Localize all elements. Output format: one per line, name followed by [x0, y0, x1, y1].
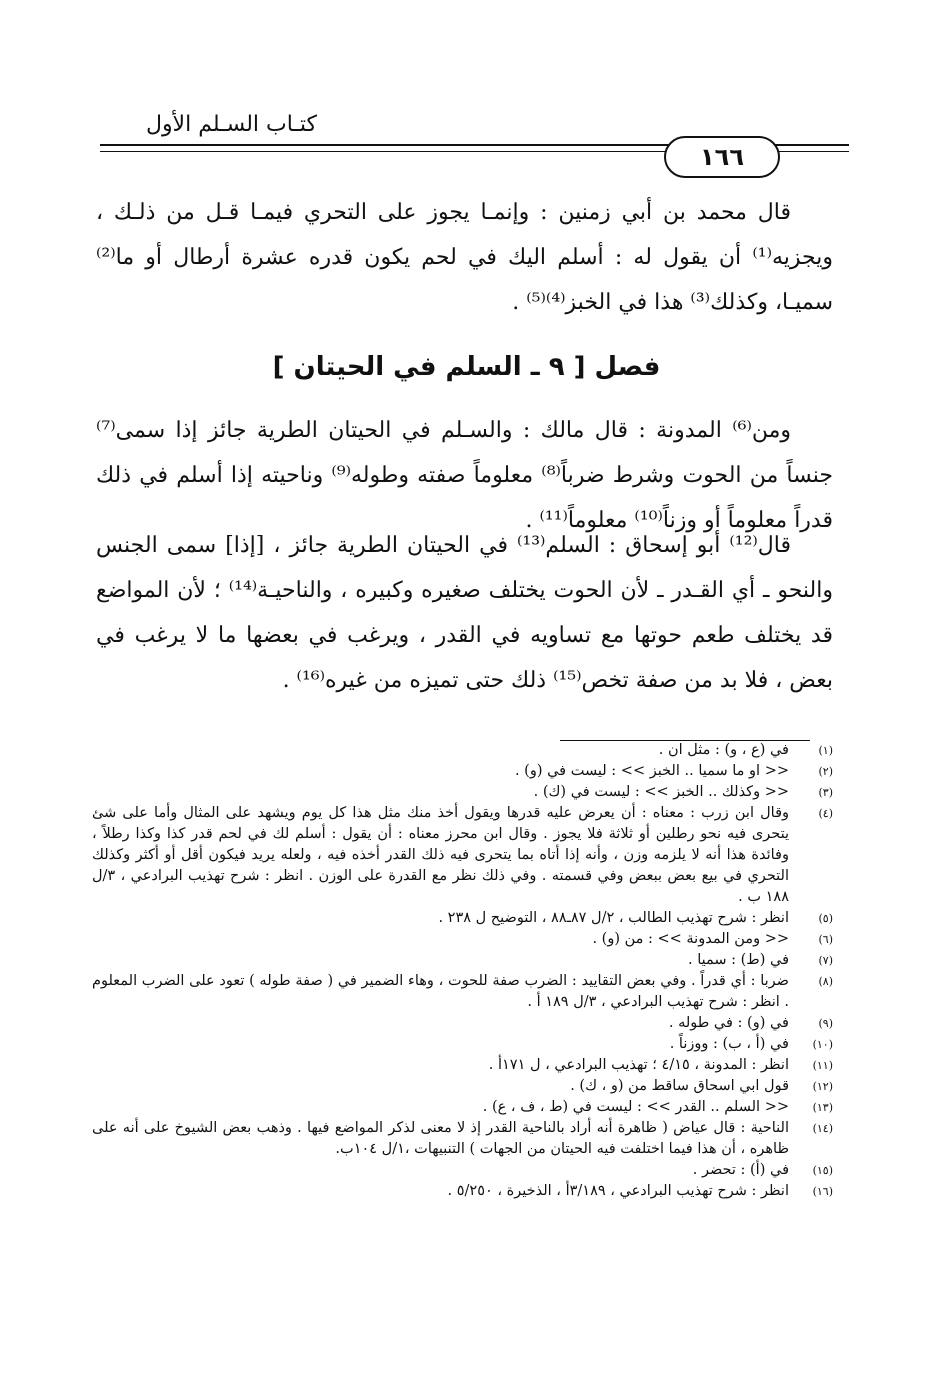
footnote-text: في (أ ، ب) : ووزناً .: [669, 1036, 789, 1052]
footnote: [92, 1013, 833, 1034]
paragraph-2-text: ومن⁽⁶⁾ المدونة : قال مالك : والسـلم في الحيتان الطرية جائز إذا سمى⁽⁷⁾ جنساً من الحوت وشرط ضرباً⁽⁸⁾ معلوماً صفته وطوله⁽⁹⁾ وناحيته إذا أسلم في ذلك قدراً معلوماً أو وزناً⁽¹⁰⁾ معلوماً⁽¹¹⁾ .: [96, 418, 833, 533]
footnote-text: << السلم .. القدر >> : ليست في (ط ، ف ، ع) .: [482, 1099, 789, 1115]
footnote-number: (٩): [818, 1017, 833, 1030]
footnote-text: انظر : شرح تهذيب البرادعي ، ٣/١٨٩أ ، الذخيرة ، ٥/٢٥٠ .: [447, 1183, 789, 1199]
footnote-text: قول ابي اسحاق ساقط من (و ، ك) .: [570, 1078, 789, 1094]
footnote-number: (٤): [818, 807, 833, 820]
footnote-text: وقال ابن زرب : معناه : أن يعرض عليه قدرها ويقول أخذ منك مثل هذا كل يوم ويشهد على المثال وأما على شئ يتحرى فيه نحو رطلين أو ثلاثة فلا يجوز . وقال ابن محرز معناه : أن يقول : أسلم لك في لحم قدر كذا وكذا رطلاً ، وفائدة هذا أنه لا يلزمه وزن ، وأنه إذا أتاه بما يتحرى فيه ذلك القدر أخذه فيه ، ولعله يريد فيكون أقل أو أكثر وكذلك التحري في بيع بعض ببعض وفي قسمته . وفي ذلك نظر مع القدرة على الوزن . انظر : شرح تهذيب البرادعي ، ٣/ل ١٨٨ ب .: [92, 805, 789, 905]
running-header-title: كتـاب السـلم الأول: [145, 112, 317, 137]
footnote-number: (٥): [818, 912, 833, 925]
footnote: [92, 740, 833, 761]
footnote-number: (٧): [818, 954, 833, 967]
footnote: [92, 1160, 833, 1181]
footnote-text: في (ط) : سميا .: [688, 952, 789, 968]
footnote-text: << وكذلك .. الخبز >> : ليست في (ك) .: [533, 784, 789, 800]
footnote: [92, 1181, 833, 1202]
section-heading: فصل [ ٩ ـ السلم في الحيتان ]: [272, 352, 661, 382]
footnote: [92, 929, 833, 950]
footnote-text: << او ما سميا .. الخبز >> : ليست في (و) .: [514, 763, 789, 779]
paragraph-1-text: قال محمد بن أبي زمنين : وإنمـا يجوز على التحري فيمـا قـل من ذلـك ، ويجزيه⁽¹⁾ أن يقول له : أسلم اليك في لحم يكون قدره عشرة أرطال أو ما⁽²⁾ سميـا، وكذلك⁽³⁾ هذا في الخبز⁽⁴⁾⁽⁵⁾ .: [96, 200, 833, 315]
footnote: [92, 950, 833, 971]
footnote-number: (١١): [812, 1059, 833, 1072]
footnote-text: << ومن المدونة >> : من (و) .: [592, 931, 789, 947]
footnote-number: (١٣): [812, 1101, 833, 1114]
footnote-number: (٢): [818, 765, 833, 778]
footnote: [92, 1097, 833, 1118]
footnote-number: (١٥): [812, 1164, 833, 1177]
footnote-text: في (ع ، و) : مثل ان .: [658, 742, 789, 758]
footnote: [92, 761, 833, 782]
footnote: [92, 971, 833, 1013]
footnotes: [92, 740, 833, 1202]
footnote: [92, 1034, 833, 1055]
footnote-number: (١٢): [812, 1080, 833, 1093]
footnote: [92, 1055, 833, 1076]
footnote-number: (١٤): [812, 1122, 833, 1135]
footnote-number: (٨): [818, 975, 833, 988]
footnote: [92, 1118, 833, 1160]
footnote-number: (٣): [818, 786, 833, 799]
footnote-number: (١٠): [812, 1038, 833, 1051]
footnote: [92, 1076, 833, 1097]
footnote-text: في (و) : في طوله .: [668, 1015, 789, 1031]
paragraph-3: [96, 523, 833, 703]
paragraph-1: [96, 190, 833, 325]
footnote-text: الناحية : قال عياض ( ظاهرة أنه أراد بالناحية القدر إذ لا معنى لذكر المواضع فيها . وذهب بعض الشيوخ على أنه على ظاهره ، أن هذا فيما اختلفت فيه الحيتان من الجهات ) التنبيهات ،١/ل ١٠٤ب.: [92, 1120, 789, 1157]
footnote-text: في (أ) : تحضر .: [692, 1162, 789, 1178]
footnote-number: (١٦): [812, 1185, 833, 1198]
footnote-number: (٦): [818, 933, 833, 946]
footnote: [92, 803, 833, 908]
footnote: [92, 782, 833, 803]
footnote: [92, 908, 833, 929]
footnote-text: ضربا : أي قدراً . وفي بعض التقاييد : الضرب صفة للحوت ، وهاء الضمير في ( صفة طوله ) تعود على الضرب المعلوم . انظر : شرح تهذيب البرادعي ، ٣/ل ١٨٩ أ .: [92, 973, 789, 1010]
footnote-text: انظر : شرح تهذيب الطالب ، ٢/ل ٨٧ـ٨٨ ، التوضيح ل ٢٣٨ .: [438, 910, 789, 926]
footnote-text: انظر : المدونة ، ٤/١٥ ؛ تهذيب البرادعي ، ل ١٧١أ .: [488, 1057, 789, 1073]
page-number: ١٦٦: [664, 136, 780, 178]
footnote-number: (١): [818, 744, 833, 757]
paragraph-3-text: قال⁽¹²⁾ أبو إسحاق : السلم⁽¹³⁾ في الحيتان الطرية جائز ، [إذا] سمى الجنس والنحو ـ أي القـدر ـ لأن الحوت يختلف صغيره وكبيره ، والناحيـة⁽¹⁴⁾ ؛ لأن المواضع قد يختلف طعم حوتها مع تساويه في القدر ، ويرغب في بعضها ما لا يرغب في بعض ، فلا بد من صفة تخص⁽¹⁵⁾ ذلك حتى تميزه من غيره⁽¹⁶⁾ .: [96, 533, 833, 693]
